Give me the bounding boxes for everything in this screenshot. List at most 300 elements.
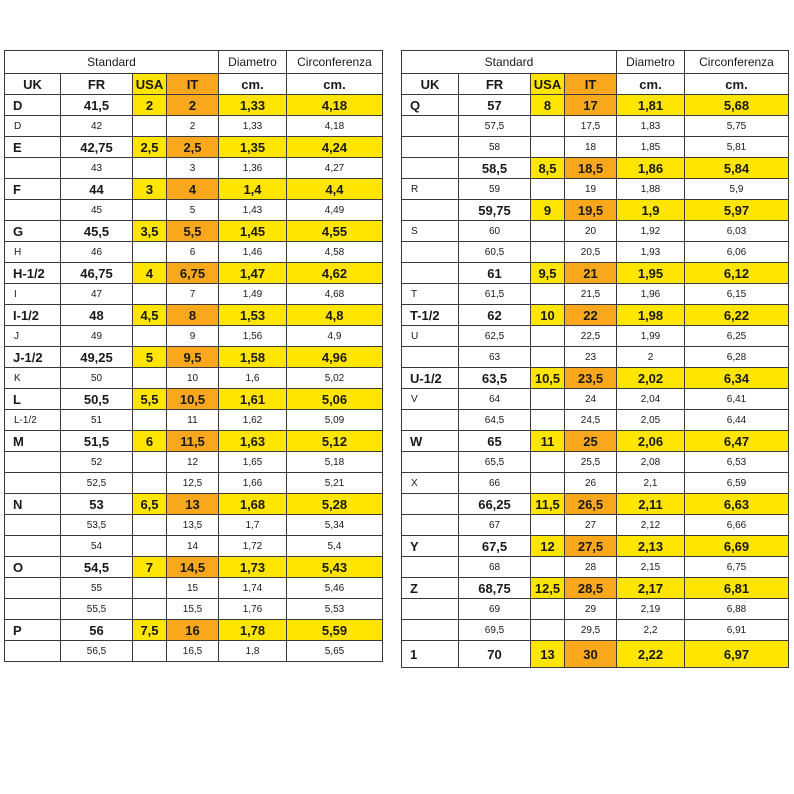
it-cell: 27,5 (565, 536, 617, 557)
table-row (5, 473, 383, 494)
it-cell: 29,5 (565, 620, 617, 641)
usa-cell (133, 116, 167, 137)
table-row (402, 242, 789, 263)
table-row (5, 326, 383, 347)
circonferenza-cell: 6,44 (685, 410, 789, 431)
fr-cell: 55 (61, 578, 133, 599)
circonferenza-cell: 6,81 (685, 578, 789, 599)
diametro-cell: 2,12 (617, 515, 685, 536)
circonferenza-cell: 5,97 (685, 200, 789, 221)
diametro-cell: 1,68 (219, 494, 287, 515)
usa-cell: 10 (531, 305, 565, 326)
table-row (5, 452, 383, 473)
it-cell: 15 (167, 578, 219, 599)
fr-cell: 57,5 (459, 116, 531, 137)
subheader-row (402, 74, 789, 95)
subheader-row (5, 74, 383, 95)
diametro-cell: 1,74 (219, 578, 287, 599)
diametro-cell: 1,85 (617, 137, 685, 158)
it-header: IT (167, 74, 219, 95)
fr-cell: 46,75 (61, 263, 133, 284)
usa-cell: 2 (133, 95, 167, 116)
table-row (402, 305, 789, 326)
circonferenza-cell: 5,12 (287, 431, 383, 452)
usa-cell: 3 (133, 179, 167, 200)
fr-cell: 53 (61, 494, 133, 515)
circonferenza-cell: 4,68 (287, 284, 383, 305)
uk-cell (5, 158, 61, 179)
circonferenza-cell: 5,59 (287, 620, 383, 641)
fr-cell: 48 (61, 305, 133, 326)
fr-cell: 65,5 (459, 452, 531, 473)
uk-cell (5, 473, 61, 494)
uk-cell: P (5, 620, 61, 641)
it-cell: 13 (167, 494, 219, 515)
diametro-cell: 1,61 (219, 389, 287, 410)
circonferenza-cell: 4,9 (287, 326, 383, 347)
usa-cell: 8,5 (531, 158, 565, 179)
table-row (402, 326, 789, 347)
diametro-cell: 1,96 (617, 284, 685, 305)
uk-cell (402, 263, 459, 284)
uk-cell (402, 620, 459, 641)
table-row (402, 137, 789, 158)
table-row (402, 599, 789, 620)
usa-cell: 7,5 (133, 620, 167, 641)
usa-cell (531, 473, 565, 494)
circonferenza-cell: 6,63 (685, 494, 789, 515)
table-row (402, 263, 789, 284)
usa-cell (133, 410, 167, 431)
uk-cell (5, 515, 61, 536)
usa-cell (133, 200, 167, 221)
diametro-cell: 2,1 (617, 473, 685, 494)
diametro-cell: 1,88 (617, 179, 685, 200)
diametro-cell: 1,95 (617, 263, 685, 284)
usa-cell (531, 599, 565, 620)
it-cell: 2,5 (167, 137, 219, 158)
uk-cell: J (5, 326, 61, 347)
usa-header: USA (133, 74, 167, 95)
it-cell: 3 (167, 158, 219, 179)
circonferenza-header: Circonferenza (685, 51, 789, 74)
uk-cell: I (5, 284, 61, 305)
usa-cell (531, 557, 565, 578)
fr-cell: 46 (61, 242, 133, 263)
circonferenza-unit-header: cm. (685, 74, 789, 95)
fr-cell: 51,5 (61, 431, 133, 452)
table-row (402, 368, 789, 389)
fr-cell: 68,75 (459, 578, 531, 599)
circonferenza-cell: 5,84 (685, 158, 789, 179)
usa-cell (531, 389, 565, 410)
diametro-cell: 2,15 (617, 557, 685, 578)
it-cell: 8 (167, 305, 219, 326)
uk-cell: E (5, 137, 61, 158)
circonferenza-cell: 6,34 (685, 368, 789, 389)
uk-cell: L (5, 389, 61, 410)
fr-cell: 58,5 (459, 158, 531, 179)
usa-cell: 6 (133, 431, 167, 452)
diametro-cell: 1,45 (219, 221, 287, 242)
it-cell: 11,5 (167, 431, 219, 452)
uk-cell: G (5, 221, 61, 242)
usa-cell (531, 179, 565, 200)
diametro-cell: 1,62 (219, 410, 287, 431)
diametro-cell: 1,98 (617, 305, 685, 326)
fr-cell: 47 (61, 284, 133, 305)
uk-cell: O (5, 557, 61, 578)
uk-cell (5, 452, 61, 473)
usa-cell: 9,5 (531, 263, 565, 284)
circonferenza-cell: 5,4 (287, 536, 383, 557)
uk-cell: Y (402, 536, 459, 557)
fr-header: FR (459, 74, 531, 95)
circonferenza-cell: 6,75 (685, 557, 789, 578)
it-cell: 18,5 (565, 158, 617, 179)
usa-cell: 4 (133, 263, 167, 284)
uk-cell: D (5, 116, 61, 137)
diametro-unit-header: cm. (617, 74, 685, 95)
usa-cell (531, 620, 565, 641)
diametro-cell: 2,05 (617, 410, 685, 431)
diametro-cell: 1,8 (219, 641, 287, 662)
circonferenza-cell: 5,02 (287, 368, 383, 389)
table-row (402, 410, 789, 431)
circonferenza-cell: 6,59 (685, 473, 789, 494)
table-row (5, 137, 383, 158)
uk-cell: L-1/2 (5, 410, 61, 431)
fr-cell: 68 (459, 557, 531, 578)
table-row (5, 410, 383, 431)
table-body (5, 51, 383, 662)
diametro-cell: 1,92 (617, 221, 685, 242)
it-cell: 9,5 (167, 347, 219, 368)
fr-cell: 65 (459, 431, 531, 452)
uk-header: UK (402, 74, 459, 95)
diametro-cell: 2,22 (617, 641, 685, 668)
it-header: IT (565, 74, 617, 95)
it-cell: 24 (565, 389, 617, 410)
it-cell: 16,5 (167, 641, 219, 662)
usa-cell (531, 137, 565, 158)
it-cell: 29 (565, 599, 617, 620)
circonferenza-cell: 6,22 (685, 305, 789, 326)
usa-cell (531, 347, 565, 368)
circonferenza-cell: 5,06 (287, 389, 383, 410)
diametro-cell: 1,49 (219, 284, 287, 305)
fr-cell: 56 (61, 620, 133, 641)
uk-cell: N (5, 494, 61, 515)
diametro-cell: 1,81 (617, 95, 685, 116)
it-cell: 28,5 (565, 578, 617, 599)
usa-cell: 13 (531, 641, 565, 668)
diametro-cell: 1,56 (219, 326, 287, 347)
fr-cell: 49,25 (61, 347, 133, 368)
circonferenza-cell: 4,18 (287, 95, 383, 116)
table-row (5, 368, 383, 389)
uk-cell: H-1/2 (5, 263, 61, 284)
table-row (402, 494, 789, 515)
circonferenza-cell: 4,58 (287, 242, 383, 263)
table-row (402, 284, 789, 305)
fr-cell: 67 (459, 515, 531, 536)
table-row (402, 515, 789, 536)
usa-cell (531, 242, 565, 263)
usa-cell (531, 221, 565, 242)
fr-cell: 63 (459, 347, 531, 368)
table-row (5, 305, 383, 326)
circonferenza-cell: 6,15 (685, 284, 789, 305)
fr-cell: 42,75 (61, 137, 133, 158)
usa-cell: 12,5 (531, 578, 565, 599)
it-cell: 19 (565, 179, 617, 200)
circonferenza-cell: 5,43 (287, 557, 383, 578)
table-row (402, 200, 789, 221)
table-row (5, 116, 383, 137)
fr-cell: 43 (61, 158, 133, 179)
circonferenza-cell: 6,12 (685, 263, 789, 284)
circonferenza-cell: 5,46 (287, 578, 383, 599)
uk-cell (402, 599, 459, 620)
table-row (5, 557, 383, 578)
it-cell: 21 (565, 263, 617, 284)
it-cell: 5,5 (167, 221, 219, 242)
table-row (402, 557, 789, 578)
diametro-cell: 1,83 (617, 116, 685, 137)
circonferenza-cell: 5,9 (685, 179, 789, 200)
circonferenza-cell: 6,91 (685, 620, 789, 641)
diametro-cell: 1,46 (219, 242, 287, 263)
uk-cell (5, 200, 61, 221)
diametro-header: Diametro (219, 51, 287, 74)
table-row (402, 620, 789, 641)
fr-cell: 63,5 (459, 368, 531, 389)
it-cell: 23,5 (565, 368, 617, 389)
circonferenza-cell: 5,21 (287, 473, 383, 494)
diametro-cell: 2 (617, 347, 685, 368)
uk-cell (5, 536, 61, 557)
fr-cell: 41,5 (61, 95, 133, 116)
usa-cell (133, 599, 167, 620)
it-cell: 17,5 (565, 116, 617, 137)
uk-cell: T (402, 284, 459, 305)
standard-header: Standard (402, 51, 617, 74)
usa-cell: 10,5 (531, 368, 565, 389)
diametro-cell: 2,08 (617, 452, 685, 473)
uk-cell: X (402, 473, 459, 494)
diametro-cell: 1,76 (219, 599, 287, 620)
diametro-cell: 1,58 (219, 347, 287, 368)
fr-cell: 61,5 (459, 284, 531, 305)
usa-cell (133, 641, 167, 662)
fr-cell: 66 (459, 473, 531, 494)
uk-cell (5, 578, 61, 599)
it-cell: 10 (167, 368, 219, 389)
uk-cell: Q (402, 95, 459, 116)
diametro-cell: 1,63 (219, 431, 287, 452)
it-cell: 10,5 (167, 389, 219, 410)
circonferenza-cell: 5,68 (685, 95, 789, 116)
table-row (402, 641, 789, 668)
it-cell: 2 (167, 95, 219, 116)
usa-cell (133, 536, 167, 557)
it-cell: 6,75 (167, 263, 219, 284)
table-row (5, 95, 383, 116)
it-cell: 20,5 (565, 242, 617, 263)
diametro-cell: 1,99 (617, 326, 685, 347)
uk-cell: J-1/2 (5, 347, 61, 368)
table-row (5, 515, 383, 536)
diametro-cell: 1,72 (219, 536, 287, 557)
table-row (402, 179, 789, 200)
diametro-cell: 2,02 (617, 368, 685, 389)
table-row (5, 431, 383, 452)
circonferenza-cell: 6,88 (685, 599, 789, 620)
diametro-cell: 2,06 (617, 431, 685, 452)
usa-cell (531, 326, 565, 347)
diametro-cell: 2,11 (617, 494, 685, 515)
fr-cell: 52 (61, 452, 133, 473)
uk-cell: H (5, 242, 61, 263)
diametro-cell: 1,65 (219, 452, 287, 473)
circonferenza-cell: 5,28 (287, 494, 383, 515)
fr-cell: 50 (61, 368, 133, 389)
circonferenza-cell: 4,8 (287, 305, 383, 326)
it-cell: 6 (167, 242, 219, 263)
uk-cell (402, 410, 459, 431)
uk-cell: Z (402, 578, 459, 599)
usa-cell: 6,5 (133, 494, 167, 515)
it-cell: 14,5 (167, 557, 219, 578)
circonferenza-cell: 6,69 (685, 536, 789, 557)
uk-cell: R (402, 179, 459, 200)
usa-cell: 7 (133, 557, 167, 578)
usa-cell (133, 158, 167, 179)
fr-cell: 66,25 (459, 494, 531, 515)
table-row (5, 263, 383, 284)
fr-cell: 45,5 (61, 221, 133, 242)
uk-cell: U (402, 326, 459, 347)
diametro-cell: 2,13 (617, 536, 685, 557)
circonferenza-unit-header: cm. (287, 74, 383, 95)
it-cell: 27 (565, 515, 617, 536)
it-cell: 17 (565, 95, 617, 116)
diametro-cell: 1,78 (219, 620, 287, 641)
fr-cell: 50,5 (61, 389, 133, 410)
circonferenza-cell: 4,49 (287, 200, 383, 221)
circonferenza-cell: 4,18 (287, 116, 383, 137)
diametro-cell: 1,66 (219, 473, 287, 494)
it-cell: 12 (167, 452, 219, 473)
table-row (402, 95, 789, 116)
circonferenza-cell: 4,96 (287, 347, 383, 368)
it-cell: 7 (167, 284, 219, 305)
table-row (402, 431, 789, 452)
diametro-header: Diametro (617, 51, 685, 74)
circonferenza-cell: 5,65 (287, 641, 383, 662)
it-cell: 11 (167, 410, 219, 431)
circonferenza-cell: 5,09 (287, 410, 383, 431)
uk-cell: U-1/2 (402, 368, 459, 389)
header-row (5, 51, 383, 74)
table-row (402, 452, 789, 473)
uk-cell (402, 137, 459, 158)
it-cell: 12,5 (167, 473, 219, 494)
circonferenza-cell: 4,55 (287, 221, 383, 242)
uk-cell (402, 557, 459, 578)
usa-cell: 12 (531, 536, 565, 557)
usa-cell: 11,5 (531, 494, 565, 515)
it-cell: 21,5 (565, 284, 617, 305)
fr-cell: 44 (61, 179, 133, 200)
table-row (5, 284, 383, 305)
fr-cell: 59 (459, 179, 531, 200)
usa-cell (133, 452, 167, 473)
usa-cell: 11 (531, 431, 565, 452)
table-row (402, 221, 789, 242)
uk-cell: W (402, 431, 459, 452)
uk-cell: I-1/2 (5, 305, 61, 326)
fr-cell: 56,5 (61, 641, 133, 662)
circonferenza-cell: 6,66 (685, 515, 789, 536)
fr-cell: 45 (61, 200, 133, 221)
uk-cell (5, 599, 61, 620)
fr-cell: 52,5 (61, 473, 133, 494)
usa-cell (133, 473, 167, 494)
circonferenza-cell: 6,53 (685, 452, 789, 473)
circonferenza-cell: 6,28 (685, 347, 789, 368)
diametro-cell: 1,36 (219, 158, 287, 179)
fr-cell: 49 (61, 326, 133, 347)
diametro-cell: 1,6 (219, 368, 287, 389)
table-row (5, 620, 383, 641)
fr-cell: 61 (459, 263, 531, 284)
circonferenza-cell: 5,75 (685, 116, 789, 137)
fr-cell: 58 (459, 137, 531, 158)
diametro-cell: 1,7 (219, 515, 287, 536)
diametro-cell: 1,47 (219, 263, 287, 284)
table-row (5, 536, 383, 557)
fr-cell: 64 (459, 389, 531, 410)
diametro-cell: 1,9 (617, 200, 685, 221)
it-cell: 5 (167, 200, 219, 221)
uk-cell: D (5, 95, 61, 116)
usa-cell (531, 452, 565, 473)
fr-cell: 69 (459, 599, 531, 620)
fr-cell: 53,5 (61, 515, 133, 536)
circonferenza-cell: 4,4 (287, 179, 383, 200)
diametro-cell: 1,35 (219, 137, 287, 158)
table-row (402, 389, 789, 410)
table-row (5, 347, 383, 368)
usa-cell: 5 (133, 347, 167, 368)
table-row (402, 116, 789, 137)
usa-cell (133, 515, 167, 536)
diametro-cell: 1,93 (617, 242, 685, 263)
diametro-cell: 2,2 (617, 620, 685, 641)
table-row (5, 242, 383, 263)
diametro-unit-header: cm. (219, 74, 287, 95)
ring-size-table-left (4, 50, 383, 662)
fr-cell: 69,5 (459, 620, 531, 641)
diametro-cell: 2,04 (617, 389, 685, 410)
it-cell: 9 (167, 326, 219, 347)
table-row (402, 536, 789, 557)
table-row (402, 578, 789, 599)
uk-cell: F (5, 179, 61, 200)
usa-cell: 4,5 (133, 305, 167, 326)
